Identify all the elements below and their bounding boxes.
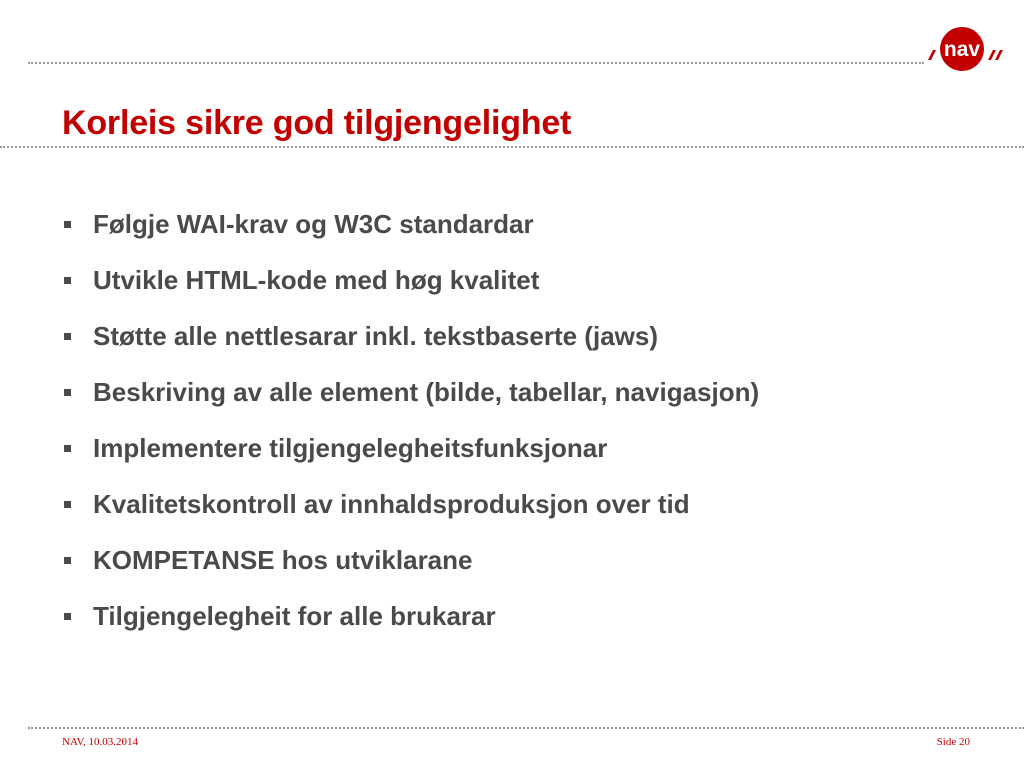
footer-date: NAV, 10.03.2014: [62, 736, 138, 748]
bullet-text: Følgje WAI-krav og W3C standardar: [93, 209, 534, 239]
square-bullet-icon: [64, 277, 71, 284]
square-bullet-icon: [64, 445, 71, 452]
square-bullet-icon: [64, 501, 71, 508]
bullet-item: [62, 540, 759, 596]
bullet-text: Tilgjengelegheit for alle brukarar: [93, 601, 496, 631]
bullet-item: [62, 484, 759, 540]
bullet-item: [62, 596, 759, 652]
title-dotted-divider: [0, 146, 1024, 148]
bullet-list: [62, 204, 759, 652]
nav-logo-icon: [922, 24, 1014, 80]
bullet-item: [62, 428, 759, 484]
square-bullet-icon: [64, 333, 71, 340]
square-bullet-icon: [64, 221, 71, 228]
bullet-item: [62, 372, 759, 428]
bullet-text: Beskriving av alle element (bilde, tabellar, navigasjon): [93, 377, 760, 407]
square-bullet-icon: [64, 389, 71, 396]
logo-text: nav: [943, 38, 981, 61]
bullet-text: Implementere tilgjengelegheitsfunksjonar: [93, 433, 608, 463]
bullet-text: KOMPETANSE hos utviklarane: [93, 545, 473, 575]
bullet-item: [62, 204, 759, 260]
bullet-item: [62, 260, 759, 316]
bullet-text: Utvikle HTML-kode med høg kvalitet: [93, 265, 540, 295]
slide-title: Korleis sikre god tilgjengelighet: [62, 104, 572, 142]
square-bullet-icon: [64, 557, 71, 564]
footer-page-number: Side 20: [936, 736, 970, 748]
bullet-text: Støtte alle nettlesarar inkl. tekstbaserte (jaws): [93, 321, 658, 351]
top-dotted-divider: [28, 62, 924, 64]
bullet-item: [62, 316, 759, 372]
footer-dotted-divider: [28, 727, 1024, 729]
square-bullet-icon: [64, 613, 71, 620]
bullet-text: Kvalitetskontroll av innhaldsproduksjon over tid: [93, 489, 690, 519]
